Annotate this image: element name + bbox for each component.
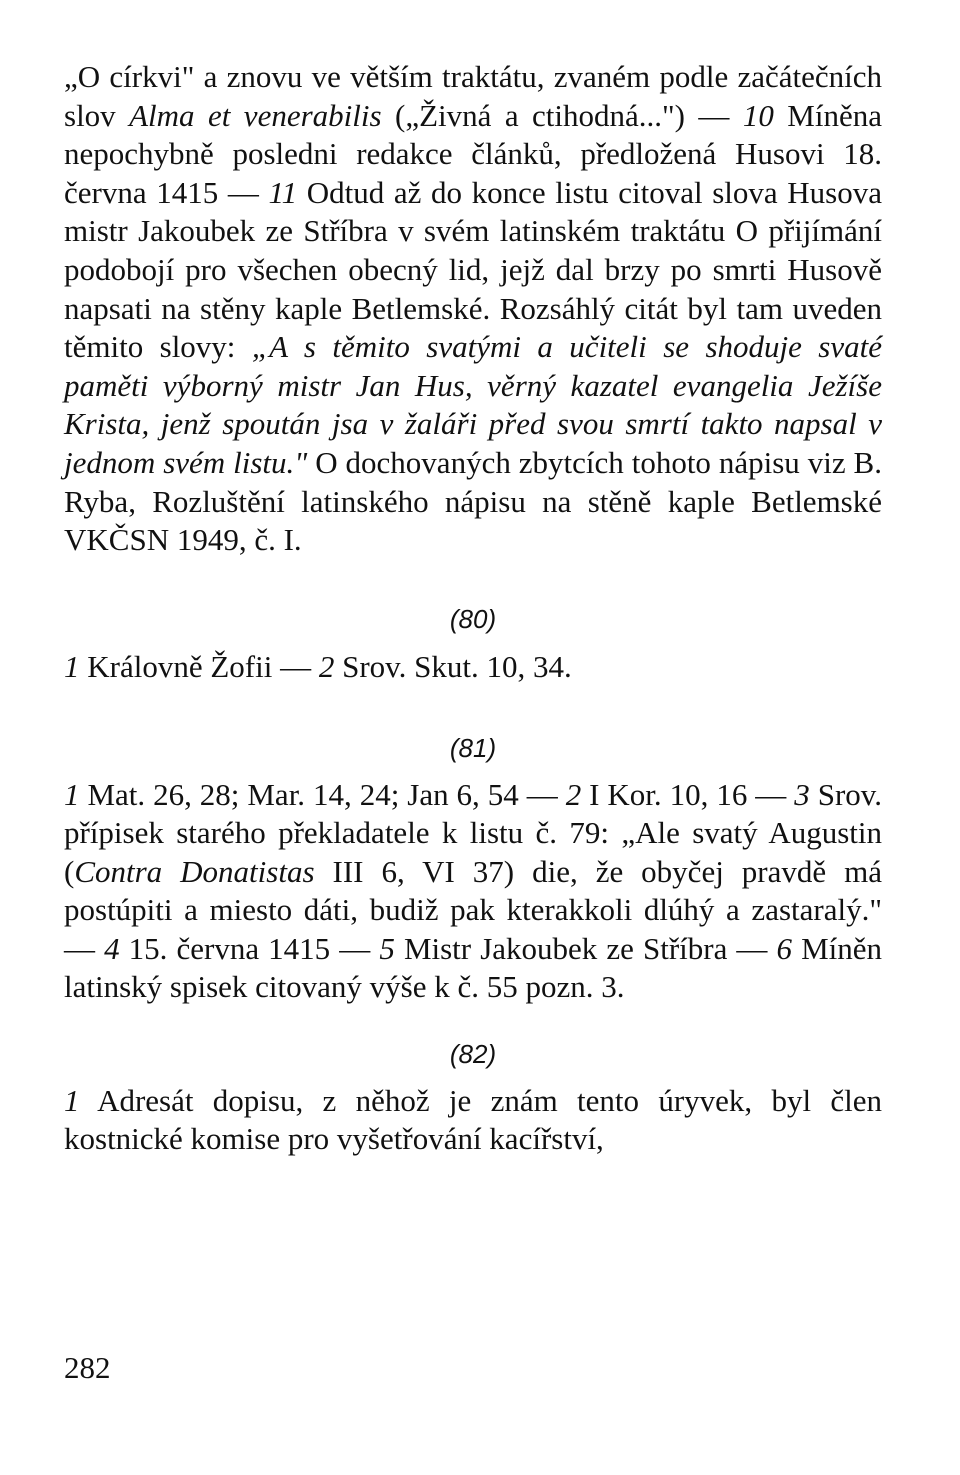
note-number: 1 [64, 649, 80, 685]
note-number: 1 [64, 1082, 80, 1118]
text-run: Mat. 26, 28; Mar. 14, 24; Jan 6, 54 — [79, 776, 566, 812]
note-82-text [64, 1082, 882, 1159]
page-body [64, 58, 882, 1159]
text-run: III 6, VI 37) die, že obyčej pravdě má postúpiti a miesto dáti, budiž pak kterakkoli dlúhý a zastaralý." — [64, 853, 882, 966]
italic-title: Alma et venerabilis [129, 97, 382, 133]
italic-title: Contra Donatistas [74, 853, 315, 889]
text-run: Mistr Jakoubek ze Stříbra — [394, 930, 777, 966]
text-run: I Kor. 10, 16 — [581, 776, 795, 812]
note-number: 5 [379, 930, 395, 966]
note-81-text [64, 776, 882, 1008]
text-run: Míněn latinský spisek citovaný výše k č. 55 pozn. 3. [64, 930, 883, 1005]
text-run: Královně Žofii — [79, 649, 319, 685]
text-run: Adresát dopisu, z něhož je znám tento úryvek, byl člen kostnické komise pro vyšetřování kacířství, [64, 1082, 882, 1157]
italic-quotation: „A s těmito svatými a učiteli se shoduje svaté paměti výborný mistr Jan Hus, věrný kazatel evangelia Ježíše Krista, jenž spoután jsa v žaláři před svou smrtí takto napsal v jednom svém listu." [64, 329, 882, 480]
page-number: 282 [64, 1350, 111, 1385]
text-run: Srov. přípisek starého překladatele k listu č. 79: „Ale svatý Augustin ( [64, 776, 883, 889]
text-run: Míněna nepochybně posledni redakce článků, předložená Husovi 18. června 1415 — [64, 97, 883, 210]
section-heading-82: (82) [449, 1039, 497, 1070]
text-run: („Živná a ctihodná...") — [381, 97, 743, 133]
note-number: 3 [794, 776, 810, 812]
note-number: 1 [64, 776, 80, 812]
note-number: 2 [318, 649, 335, 685]
text-run: Srov. Skut. 10, 34. [334, 649, 572, 685]
note-80-text [64, 648, 882, 687]
text-run: „O církvi" a znovu ve větším traktátu, zvaném podle začátečních slov [64, 59, 882, 133]
note-number: 11 [268, 174, 298, 210]
text-run: O dochovaných zbytcích tohoto nápisu viz B. Ryba, Rozluštění latinského nápisu na stěně kaple Betlemské VKČSN 1949, č. I. [64, 444, 882, 558]
note-number: 6 [776, 930, 792, 966]
note-number: 2 [565, 776, 582, 812]
text-run: Odtud až do konce listu citoval slova Husova mistr Jakoubek ze Stříbra v svém latinském traktátu O přijímání podobojí pro všechen obecný lid, jejž dal brzy po smrti Husově napsati na stěny kaple Betlemské. Rozsáhlý citát byl tam uveden těmito slovy: [64, 174, 882, 365]
note-79-continuation [64, 58, 882, 560]
section-heading-80: (80) [449, 603, 497, 634]
text-run: 15. června 1415 — [119, 930, 380, 966]
section-heading-81: (81) [449, 732, 497, 763]
note-number: 10 [742, 97, 774, 133]
note-number: 4 [104, 930, 120, 966]
